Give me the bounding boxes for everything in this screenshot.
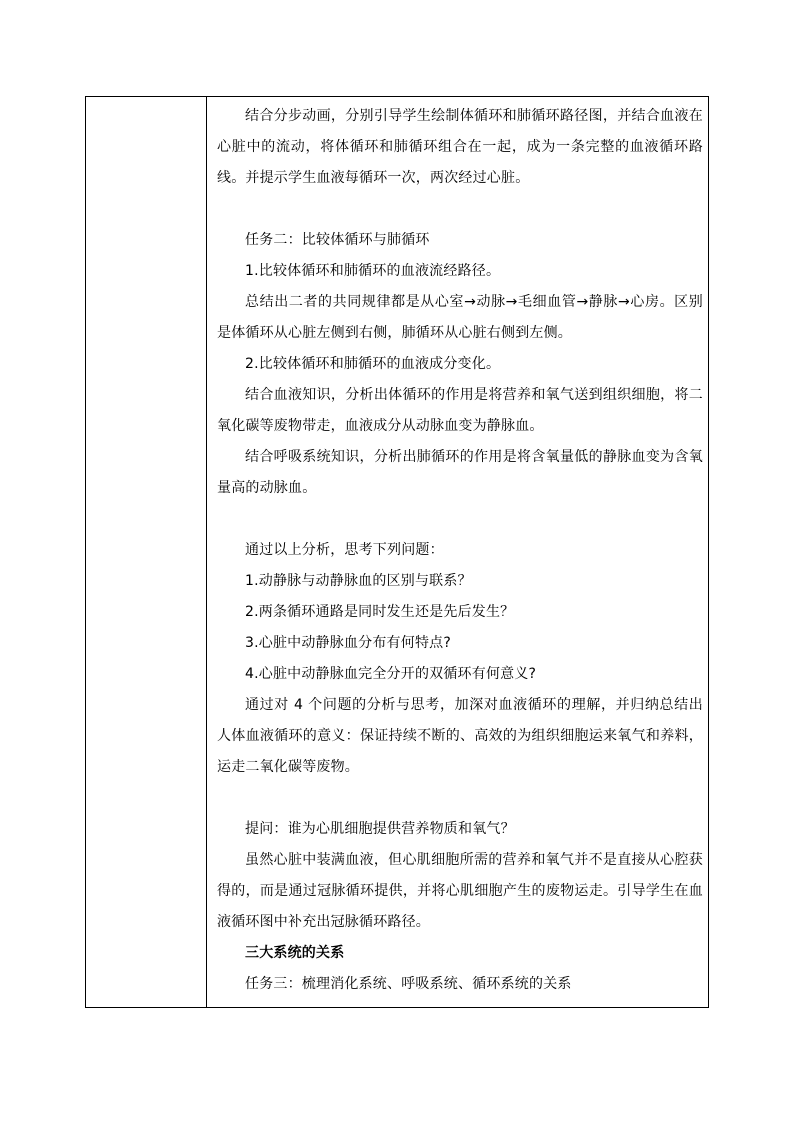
- spacer: [217, 504, 703, 535]
- think-summary: 通过对 4 个问题的分析与思考，加深对血液循环的理解，并归纳总结出人体血液循环的意义：保证持续不断的、高效的为组织细胞运来氧气和养料，运走二氧化碳等废物。: [217, 697, 703, 775]
- task3-heading: 任务三：梳理消化系统、呼吸系统、循环系统的关系: [245, 976, 572, 992]
- think-intro: 通过以上分析，思考下列问题：: [245, 542, 444, 558]
- task2-item1: 1.比较体循环和肺循环的血液流经路径。: [245, 263, 501, 279]
- spacer: [217, 783, 703, 814]
- task2-heading: 任务二：比较体循环与肺循环: [245, 232, 430, 248]
- paragraph-animation: 结合分步动画，分别引导学生绘制体循环和肺循环路径图，并结合血液在心脏中的流动，将体循环和肺循环组合在一起，成为一条完整的血液循环路线。并提示学生血液每循环一次，两次经过心脏。: [217, 108, 703, 186]
- question-item: 4.心脏中动静脉血完全分开的双循环有何意义?: [245, 666, 537, 682]
- question-item: 3.心脏中动静脉血分布有何特点?: [245, 635, 451, 651]
- ask-answer: 虽然心脏中装满血液，但心肌细胞所需的营养和氧气并不是直接从心腔获得的，而是通过冠脉循环提供，并将心肌细胞产生的废物运走。引导学生在血液循环图中补充出冠脉循环路径。: [217, 852, 703, 930]
- task2-summary: 总结出二者的共同规律都是从心室→动脉→毛细血管→静脉→心房。区别是体循环从心脏左侧到右侧，肺循环从心脏右侧到左侧。: [217, 294, 703, 341]
- lesson-table: [85, 96, 709, 1008]
- task2-item2: 2.比较体循环和肺循环的血液成分变化。: [245, 356, 501, 372]
- section-title: 三大系统的关系: [245, 945, 345, 961]
- question-item: 2.两条循环通路是同时发生还是先后发生？: [245, 604, 515, 620]
- question-item: 1.动静脉与动静脉血的区别与联系？: [245, 573, 472, 589]
- table-left-column: [86, 97, 207, 1007]
- table-content-cell: [217, 101, 703, 1000]
- task2-blood-analysis: 结合血液知识，分析出体循环的作用是将营养和氧气送到组织细胞，将二氧化碳等废物带走，血液成分从动脉血变为静脉血。: [217, 387, 703, 434]
- spacer: [217, 194, 703, 225]
- task2-respiratory-analysis: 结合呼吸系统知识，分析出肺循环的作用是将含氧量低的静脉血变为含氧量高的动脉血。: [217, 449, 703, 496]
- ask-question: 提问：谁为心肌细胞提供营养物质和氧气？: [245, 821, 515, 837]
